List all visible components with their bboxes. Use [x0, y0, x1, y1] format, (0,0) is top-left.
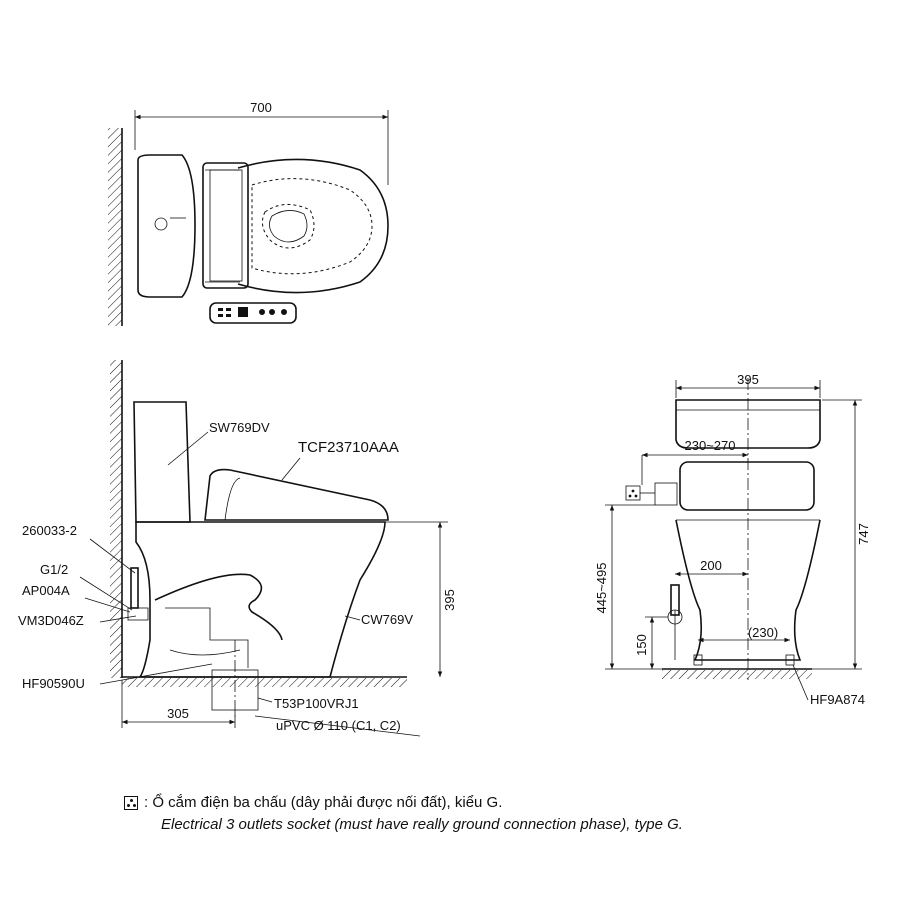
- label-thread: G1/2: [40, 562, 69, 577]
- power-cable-entry: [655, 483, 677, 505]
- outlet-socket-icon-front: [626, 486, 640, 500]
- dim-front-outlet: 445~495: [594, 562, 609, 614]
- dim-front-valve-height: 150: [634, 634, 649, 656]
- legend: [124, 792, 884, 836]
- bowl-top: [238, 159, 388, 292]
- label-seat: TCF23710AAA: [298, 439, 399, 456]
- label-tank: SW769DV: [209, 420, 270, 435]
- dim-top-width: 700: [250, 100, 272, 115]
- trapway: [155, 574, 282, 640]
- floor-hatch-front: [662, 670, 812, 679]
- legend-en-text: Electrical 3 outlets socket (must have really ground connection phase), type G.: [161, 816, 683, 833]
- tank-side: [134, 402, 190, 522]
- supply-hose: [131, 568, 138, 608]
- label-valve: AP004A: [22, 583, 70, 598]
- outlet-socket-icon: [124, 796, 138, 810]
- wall-hatch-side: [110, 360, 122, 678]
- wall-hatch: [108, 128, 122, 326]
- label-pipe: uPVC Ø 110 (C1, C2): [276, 718, 401, 733]
- dim-side-offset: 305: [167, 706, 189, 721]
- label-hose: VM3D046Z: [18, 613, 84, 628]
- bowl-opening: [262, 204, 314, 248]
- bowl-side: [136, 522, 385, 677]
- seat-side: [205, 470, 388, 520]
- floor-hatch-side: [122, 678, 407, 687]
- dim-front-valve-offset: 200: [700, 558, 722, 573]
- legend-vi-text: : Ổ cắm điện ba chấu (dây phải được nối đất), kiểu G.: [144, 794, 503, 811]
- top-view: [108, 100, 388, 326]
- front-view: [594, 372, 871, 707]
- label-bolt: HF9A874: [810, 692, 865, 707]
- dim-front-bolt: (230): [747, 625, 779, 640]
- label-flange: HF90590U: [22, 676, 85, 691]
- dim-front-width: 395: [737, 372, 759, 387]
- label-bowl: CW769V: [361, 612, 414, 627]
- label-adapter: T53P100VRJ1: [274, 696, 359, 711]
- seat-front: [680, 462, 814, 510]
- dim-front-supply: 230~270: [684, 438, 736, 453]
- legend-vi-row: [124, 792, 884, 814]
- side-view: [18, 360, 457, 736]
- label-260033: 260033-2: [22, 523, 77, 538]
- flush-button: [155, 218, 167, 230]
- dim-side-height: 395: [442, 589, 457, 611]
- dim-front-height: 747: [856, 523, 871, 545]
